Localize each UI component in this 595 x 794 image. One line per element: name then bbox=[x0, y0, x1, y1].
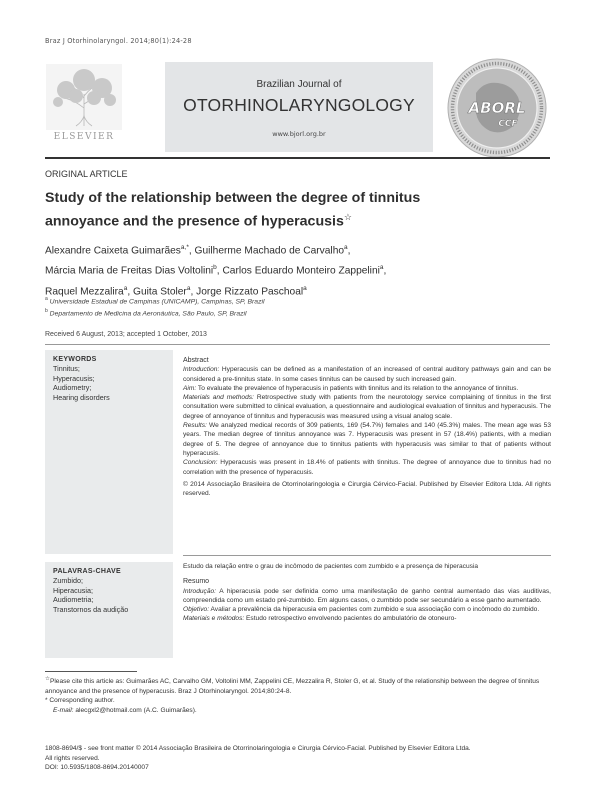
author-sup: a bbox=[303, 284, 307, 292]
text: Estudo retrospectivo envolvendo pacientes do ambulatório de otoneuro- bbox=[244, 615, 457, 623]
abstract-pt-methods bbox=[183, 614, 551, 623]
abstract-copyright: © 2014 Associação Brasileira de Otorrinolaringologia e Cirurgia Cérvico-Facial. Published by Elsevier Editora Ltda. All rights reserved. bbox=[183, 480, 551, 498]
keywords-box-en bbox=[45, 350, 173, 658]
keyword: Hearing disorders bbox=[53, 392, 110, 402]
keyword: Tinnitus; bbox=[53, 364, 80, 373]
header-rule bbox=[45, 157, 550, 159]
email-line bbox=[45, 706, 550, 716]
author-sup: a bbox=[123, 284, 128, 292]
affiliation bbox=[45, 296, 265, 305]
abstract-aim bbox=[183, 384, 551, 393]
affiliation-text: Universidade Estadual de Campinas (UNICAMP), Campinas, SP, Brazil bbox=[49, 298, 265, 306]
author-name: Jorge Rizzato Paschoal bbox=[196, 286, 304, 298]
keywords-box-pt bbox=[45, 562, 136, 614]
keywords-heading-pt: PALAVRAS-CHAVE bbox=[53, 568, 121, 575]
publisher-wordmark: ELSEVIER bbox=[53, 132, 115, 142]
keyword: Transtornos da audição bbox=[53, 604, 129, 614]
journal-url: www.bjorl.org.br bbox=[272, 130, 326, 138]
abstract-heading: Abstract bbox=[183, 357, 209, 364]
author-sup: a bbox=[186, 284, 191, 292]
label: Results: bbox=[183, 422, 207, 430]
abstract-conclusion bbox=[183, 458, 551, 477]
author-name: Alexandre Caixeta Guimarães bbox=[45, 245, 181, 257]
abstract-pt-introduction bbox=[183, 587, 551, 606]
author-name: Raquel Mezzalira bbox=[45, 286, 124, 298]
author-name: Márcia Maria de Freitas Dias Voltolini bbox=[45, 265, 214, 277]
footnotes bbox=[45, 675, 550, 715]
section-rule bbox=[45, 344, 550, 345]
keyword: Hiperacusia; bbox=[53, 585, 93, 595]
abstract-pt bbox=[183, 562, 551, 624]
text: Avaliar a prevalência da hiperacusia em pacientes com zumbido e sua associação com o incômodo do zumbido. bbox=[209, 606, 540, 614]
journal-banner bbox=[165, 62, 433, 152]
email-text: alecgxl2@hotmail.com (A.C. Guimarães). bbox=[73, 706, 197, 714]
abstract-results bbox=[183, 421, 551, 458]
keywords-list bbox=[45, 363, 173, 402]
front-matter bbox=[45, 744, 550, 773]
rights-line: All rights reserved. bbox=[45, 754, 100, 762]
title-line-2: annoyance and the presence of hyperacusis bbox=[45, 213, 344, 230]
label: Introduction: bbox=[183, 366, 220, 374]
keyword: Audiometry; bbox=[53, 383, 92, 392]
text: We analyzed medical records of 309 patients, 169 (54.7%) females and 140 (45.3%) males. The mean age was 53 years. The median degree of tinnitus annoyance was 7. Hyperacusis was present in 57 (18.4%) patients, with a median degree of 5. The degree of annoyance due to tinnitus patients with hyperacusis was similar to that of patients without hyperacusis. bbox=[183, 422, 551, 457]
author-sup: b bbox=[213, 264, 217, 272]
abstract-pt-aim bbox=[183, 605, 551, 614]
abstract-methods bbox=[183, 393, 551, 421]
corresponding-author: * Corresponding author. bbox=[45, 697, 115, 705]
abstract-pt-title: Estudo da relação entre o grau de incômodo de pacientes com zumbido e a presença de hiperacusia bbox=[183, 563, 479, 570]
keywords-list-pt bbox=[45, 575, 136, 614]
author-sup: a bbox=[379, 264, 384, 272]
citation-note bbox=[45, 675, 550, 696]
citation-star: ☆ bbox=[45, 676, 50, 682]
author-list: Alexandre Caixeta Guimarães$^{a,*}$, Guilherme Machado de Carvalho$^a$, Márcia Maria de Freitas Dias Voltolini$^b$, Carlos Eduardo Monteiro Zappelini$^a$, Raquel Mezzalira$^a$, Guita Stoler$^a$, Jorge Rizzato Paschoal$^a$ bbox=[45, 244, 387, 298]
received-dates: Received 6 August, 2013; accepted 1 October, 2013 bbox=[45, 331, 207, 338]
issn-line: 1808-8694/$ - see front matter © 2014 Associação Brasileira de Otorrinolaringologia e Cirurgia Cérvico-Facial. Published by Elsevier Editora Ltda. bbox=[45, 745, 471, 752]
author-sup: a,* bbox=[180, 244, 189, 251]
ccf-text: CCF bbox=[498, 119, 518, 129]
aborl-text: ABORL bbox=[468, 99, 526, 117]
author-name: Guita Stoler bbox=[133, 286, 187, 298]
keyword: Hyperacusis; bbox=[53, 373, 95, 383]
label: Introdução: bbox=[183, 587, 216, 595]
author-name: Carlos Eduardo Monteiro Zappelini bbox=[222, 265, 380, 277]
aborl-seal-logo bbox=[446, 57, 548, 159]
text: Hyperacusis was present in 18.4% of patients with tinnitus. The degree of annoyance due to tinnitus had no correlation with the presence of hyperacusis. bbox=[183, 459, 551, 476]
keyword: Audiometria; bbox=[53, 595, 94, 604]
article-title bbox=[45, 189, 550, 232]
elsevier-tree-logo bbox=[46, 64, 122, 130]
title-line-1: Study of the relationship between the degree of tinnitus bbox=[45, 190, 421, 206]
text: Retrospective study with patients from the neurotology service complaining of tinnitus in the first consultation were submitted to clinical evaluation, a questionnaire and audiological evaluation of tinnitus and hyperacusis. The degree of annoyance of tinnitus and hyperacusis was measured using a visual analog scale. bbox=[183, 394, 551, 420]
article-type: ORIGINAL ARTICLE bbox=[45, 169, 128, 179]
author-name: Guilherme Machado de Carvalho bbox=[194, 245, 345, 257]
abstract-introduction bbox=[183, 365, 551, 384]
label: Materials and methods: bbox=[183, 394, 254, 402]
abstract-en bbox=[183, 356, 551, 498]
doi-line: DOI: 10.5935/1808-8694.20140007 bbox=[45, 764, 149, 771]
affiliation-sup: b bbox=[45, 308, 48, 314]
label: Conclusion: bbox=[183, 459, 218, 467]
text: A hiperacusia pode ser definida como uma manifestação de ganho central aumentado das vias auditivas, compreendida como um estado pré-zumbido. Em alguns casos, o zumbido pode ser secundário a esse ganho aumentado. bbox=[183, 587, 551, 604]
keywords-heading: KEYWORDS bbox=[53, 356, 97, 363]
label: Aim: bbox=[183, 384, 197, 392]
running-head: Braz J Otorhinolaryngol. 2014;80(1):24-28 bbox=[45, 37, 192, 45]
text: To evaluate the prevalence of hyperacusis in patients with tinnitus and its relation to the annoyance of tinnitus. bbox=[196, 384, 519, 392]
email-label: E-mail: bbox=[53, 706, 74, 714]
journal-name-small: Brazilian Journal of bbox=[256, 79, 342, 90]
text: Hyperacusis can be defined as a manifestation of an increased of central auditory pathways gain and can be considered a pre-tinnitus state. In some cases tinnitus can be caused by such increased gain. bbox=[183, 366, 551, 383]
keywords-gap bbox=[45, 554, 173, 562]
affiliation-sup: a bbox=[45, 296, 48, 302]
keyword: Zumbido; bbox=[53, 576, 83, 585]
abstract-pt-heading: Resumo bbox=[183, 578, 210, 586]
affiliation bbox=[45, 308, 247, 317]
journal-name-large: OTORHINOLARYNGOLOGY bbox=[183, 95, 415, 115]
affiliation-text: Departamento de Medicina da Aeronáutica, São Paulo, SP, Brazil bbox=[49, 310, 247, 318]
abstract-divider bbox=[183, 555, 551, 556]
title-footnote-star: ☆ bbox=[343, 212, 352, 222]
citation-text: Please cite this article as: Guimarães AC, Carvalho GM, Voltolini MM, Zappelini CE, Mezzalira R, Stoler G, et al. Study of the relationship between the degree of tinnitus annoyance and the presence of hyperacusis. Braz J Otorhinolaryngol. 2014;80:24-8. bbox=[45, 678, 540, 695]
label: Materiais e métodos: bbox=[183, 615, 245, 623]
footnote-rule bbox=[45, 671, 137, 672]
author-sup: a bbox=[344, 244, 348, 251]
label: Objetivo: bbox=[183, 606, 210, 614]
